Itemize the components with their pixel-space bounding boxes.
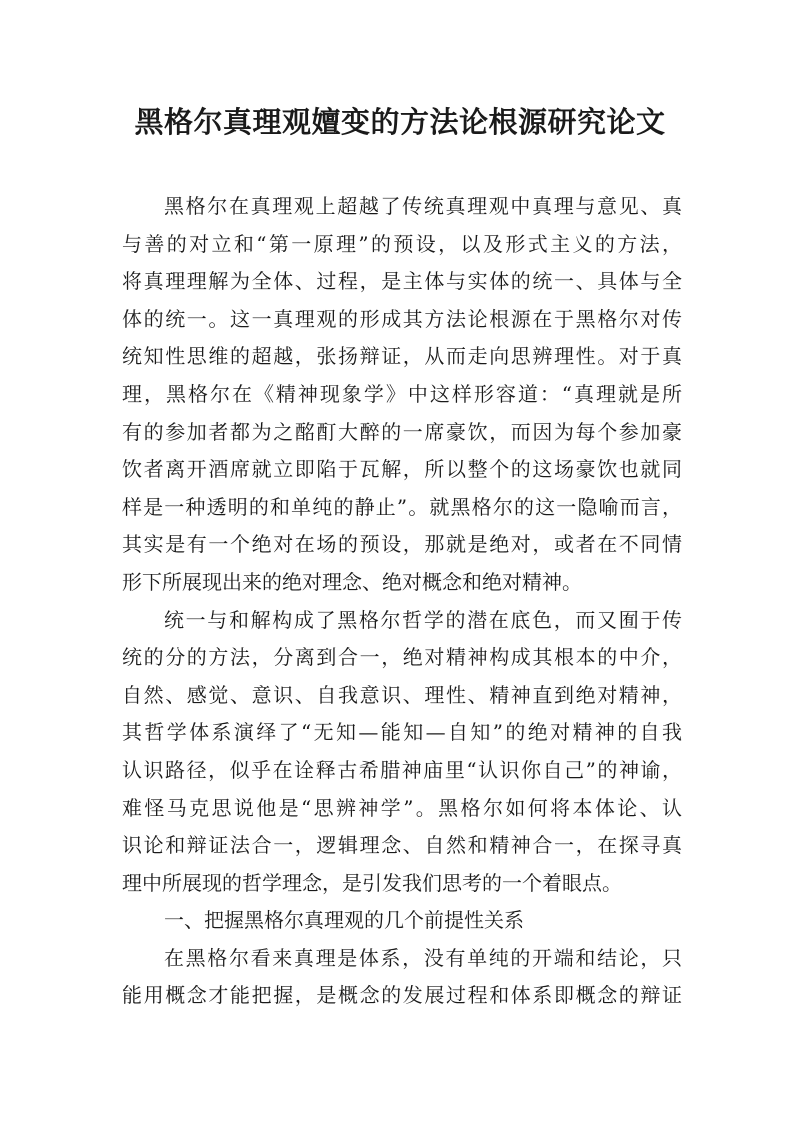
- paragraph-2-line-5: 认识路径，似乎在诠释古希腊神庙里“认识你自己”的神谕，: [122, 757, 682, 782]
- paragraph-1-line-1: 黑格尔在真理观上超越了传统真理观中真理与意见、真: [164, 194, 682, 218]
- paragraph-1-line-2: 与善的对立和“第一原理”的预设，以及形式主义的方法，: [122, 231, 682, 256]
- paragraph-1-line-8: 饮者离开酒席就立即陷于瓦解，所以整个的这场豪饮也就同: [122, 457, 682, 482]
- paragraph-1-line-7: 有的参加者都为之酩酊大醉的一席豪饮，而因为每个参加豪: [122, 419, 682, 444]
- paragraph-2-line-8: 理中所展现的哲学理念，是引发我们思考的一个着眼点。: [122, 870, 622, 895]
- section-heading-1: 一、把握黑格尔真理观的几个前提性关系: [164, 908, 524, 933]
- document-title: 黑格尔真理观嬗变的方法论根源研究论文: [134, 105, 666, 139]
- document-body: [122, 188, 682, 1015]
- paragraph-3-line-1: 在黑格尔看来真理是体系，没有单纯的开端和结论，只: [164, 945, 682, 970]
- paragraph-1-line-4: 体的统一。这一真理观的形成其方法论根源在于黑格尔对传: [122, 306, 682, 331]
- paragraph-2-line-2: 统的分的方法，分离到合一，绝对精神构成其根本的中介，: [122, 645, 682, 670]
- paragraph-1-line-5: 统知性思维的超越，张扬辩证，从而走向思辨理性。对于真: [122, 344, 682, 369]
- paragraph-2-line-3: 自然、感觉、意识、自我意识、理性、精神直到绝对精神，: [122, 682, 682, 707]
- paragraph-1-line-10: 其实是有一个绝对在场的预设，那就是绝对，或者在不同情: [122, 532, 682, 557]
- paragraph-1-line-3: 将真理理解为全体、过程，是主体与实体的统一、具体与全: [122, 269, 682, 294]
- paragraph-2-line-1: 统一与和解构成了黑格尔哲学的潜在底色，而又囿于传: [164, 607, 682, 632]
- paragraph-1-line-11: 形下所展现出来的绝对理念、绝对概念和绝对精神。: [122, 569, 582, 594]
- paragraph-2-line-4: 其哲学体系演绎了“无知—能知—自知”的绝对精神的自我: [122, 720, 682, 745]
- paragraph-2-line-6: 难怪马克思说他是“思辨神学”。黑格尔如何将本体论、认: [122, 795, 682, 820]
- paragraph-1-line-6: 理，黑格尔在《精神现象学》中这样形容道：“真理就是所: [122, 381, 682, 406]
- paragraph-3-line-2: 能用概念才能把握，是概念的发展过程和体系即概念的辩证: [122, 983, 682, 1008]
- paragraph-1-line-9: 样是一种透明的和单纯的静止”。就黑格尔的这一隐喻而言，: [122, 494, 682, 519]
- paragraph-2-line-7: 识论和辩证法合一，逻辑理念、自然和精神合一，在探寻真: [122, 833, 682, 858]
